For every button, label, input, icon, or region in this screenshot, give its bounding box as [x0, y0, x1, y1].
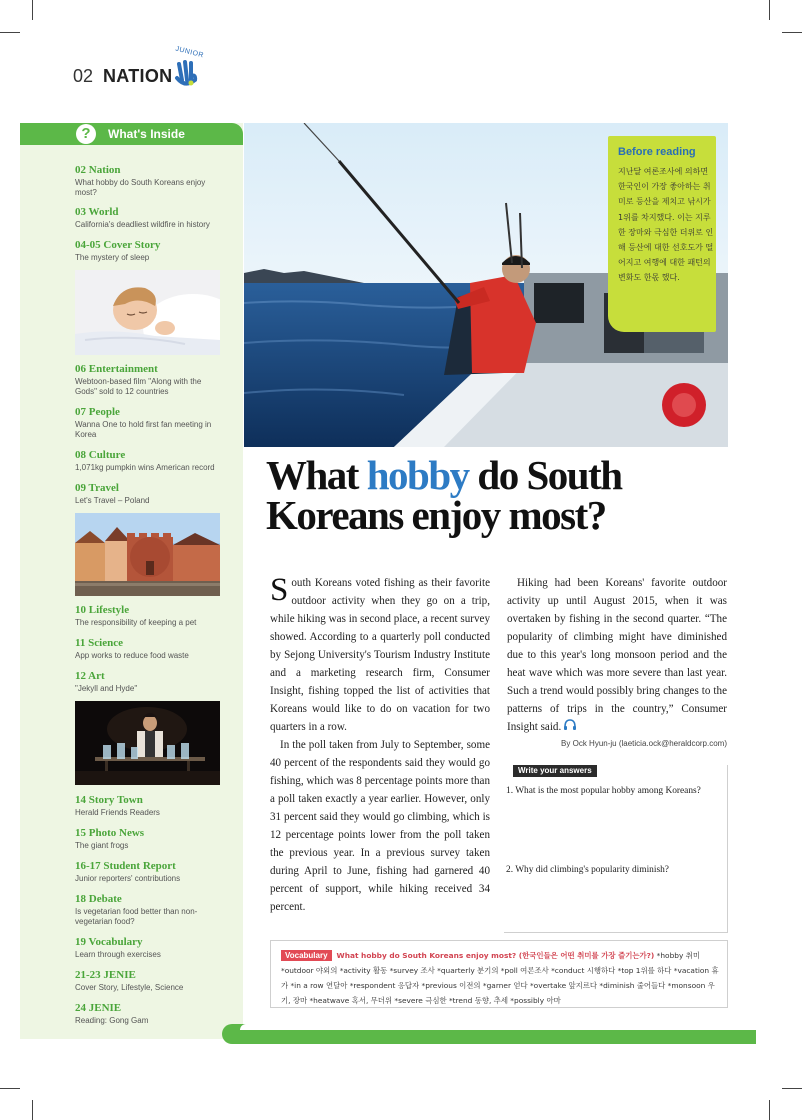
toc-desc: Herald Friends Readers	[75, 808, 160, 817]
toc-title: 10 Lifestyle	[75, 604, 130, 616]
headline-highlight: hobby	[366, 452, 469, 498]
logo-text: JUNIOR	[174, 45, 205, 60]
toc-desc: "Jekyll and Hyde"	[75, 684, 138, 693]
toc-title: 09 Travel	[75, 482, 119, 494]
before-reading-title: Before reading	[618, 146, 696, 158]
toc-item-photo-news[interactable]	[75, 827, 225, 851]
sidebar-title: What's Inside	[108, 127, 185, 141]
toc-item-story-town[interactable]	[75, 794, 225, 818]
toc-item-science[interactable]	[75, 637, 225, 661]
question-1: 1. What is the most popular hobby among Koreans?	[506, 786, 701, 796]
toc-title: 03 World	[75, 206, 119, 218]
question-2: 2. Why did climbing's popularity diminish?	[506, 865, 669, 875]
answers-tag: Write your answers	[513, 765, 597, 777]
sidebar-header	[20, 123, 243, 145]
cover-story-thumbnail	[75, 270, 220, 355]
art-thumbnail	[75, 701, 220, 785]
toc-title: 12 Art	[75, 670, 105, 682]
toc-desc: The giant frogs	[75, 841, 129, 850]
article-paragraph-2: In the poll taken from July to September, some 40 percent of the respondents said they would go fishing, which was 8 percentage points more than a poll taken exactly a year earlier. However, only 31 percent said they would go climbing, which is 12 percentage points lower from the poll taken the previous year. In a previous survey taken during April to June, fishing had garnered 40 percent of support, while hiking received 34 percent.	[270, 739, 490, 913]
toc-title: 04-05 Cover Story	[75, 239, 161, 251]
toc-desc: 1,071kg pumpkin wins American record	[75, 463, 215, 472]
toc-item-world[interactable]	[75, 206, 225, 230]
toc-title: 24 JENIE	[75, 1002, 122, 1014]
headphones-icon[interactable]	[563, 719, 577, 731]
toc-title: 02 Nation	[75, 164, 121, 176]
toc-title: 16-17 Student Report	[75, 860, 176, 872]
headline-part1: What	[266, 452, 367, 498]
toc-desc: Wanna One to hold first fan meeting in Korea	[75, 420, 212, 439]
toc-title: 08 Culture	[75, 449, 126, 461]
bottom-accent-inner	[240, 1024, 756, 1030]
toc-title: 11 Science	[75, 637, 123, 649]
toc-desc: Cover Story, Lifestyle, Science	[75, 983, 184, 992]
toc-item-nation[interactable]	[75, 164, 225, 197]
toc-item-people[interactable]	[75, 406, 225, 439]
article-headline	[266, 452, 736, 538]
toc-item-jenie-reading[interactable]	[75, 1002, 225, 1026]
toc-desc: Reading: Gong Gam	[75, 1016, 149, 1025]
article-paragraph-1: outh Koreans voted fishing as their favorite outdoor activity when they go on a trip, while hiking was in second place, a recent survey showed. According to a quarterly poll conducted by Sejong University's Tourism Industry Institute and a marketing research firm, Consumer Insight, fishing topped the list of activities that Koreans would like to do on vacation for two quarters in a row.	[270, 577, 490, 733]
toc-title: 21-23 JENIE	[75, 969, 136, 981]
before-reading-text: 지난달 여론조사에 의하면 한국인이 가장 좋아하는 취미로 등산을 제치고 낚시가 1위를 차지했다. 이는 지루한 장마와 극심한 더위로 인해 등산에 대한 선호도가 떨어지고 여행에 대한 패턴의 변화도 한몫 했다.	[618, 167, 714, 283]
crop-mark	[769, 1100, 770, 1120]
question-icon: ?	[76, 124, 96, 144]
toc-item-entertainment[interactable]	[75, 363, 225, 396]
toc-desc: The mystery of sleep	[75, 253, 150, 262]
toc-desc: The responsibility of keeping a pet	[75, 618, 197, 627]
toc-title: 06 Entertainment	[75, 363, 158, 375]
vocabulary-tag: Vocabulary	[281, 950, 332, 961]
crop-mark	[782, 32, 802, 33]
article-column-2	[507, 574, 727, 736]
stage-performer-image	[75, 701, 220, 785]
toc-desc: Learn through exercises	[75, 950, 161, 959]
crop-mark	[769, 0, 770, 20]
toc-item-art[interactable]	[75, 670, 225, 694]
toc-item-cover-story[interactable]	[75, 239, 225, 263]
crop-mark	[32, 1100, 33, 1120]
toc-desc: Let's Travel – Poland	[75, 496, 150, 505]
vocabulary-text: *hobby 취미 *outdoor 야외의 *activity 활동 *survey 조사 *quarterly 분기의 *poll 여론조사 *conduct 시행하다 *top 1위를 하다 *vacation 휴가 *in a row 연달아 *respondent 응답자 *previous 이전의 *garner 얻다 *overtake 앞지르다 *diminish 줄어들다 *monsoon 우기, 장마 *heatwave 혹서, 무더위 *severe 극심한 *trend 동향, 추세 *possibly 아마	[281, 951, 719, 1005]
toc-desc: Webtoon-based film "Along with the Gods" sold to 12 countries	[75, 377, 202, 396]
article-paragraph-3: Hiking had been Koreans' favorite outdoor activity up until August 2015, when it was overtaken by fishing in the second quarter. “The popularity of climbing might have diminished due to this year's long monsoon period and the heat wave which was more severe than last year. Such a trend would possibly bring changes to the patterns of trips in the country,” Consumer Insight said.	[507, 577, 727, 733]
headline-part2: do South Koreans enjoy most?	[266, 452, 622, 538]
toc-item-debate[interactable]	[75, 893, 225, 926]
toc-item-jenie-cover[interactable]	[75, 969, 225, 993]
toc-item-student-report[interactable]	[75, 860, 225, 884]
toc-title: 07 People	[75, 406, 120, 418]
toc-item-culture[interactable]	[75, 449, 225, 473]
section-title: NATION	[103, 66, 173, 86]
castle-image	[75, 513, 220, 596]
crop-mark	[782, 1088, 802, 1089]
toc-item-lifestyle[interactable]	[75, 604, 225, 628]
toc-title: 15 Photo News	[75, 827, 145, 839]
toc-item-vocabulary[interactable]	[75, 936, 225, 960]
toc-title: 19 Vocabulary	[75, 936, 143, 948]
sleeping-child-image	[75, 270, 220, 355]
answers-box	[504, 765, 728, 933]
toc-desc: California's deadliest wildfire in history	[75, 220, 210, 229]
travel-thumbnail	[75, 513, 220, 596]
toc-desc: Junior reporters' contributions	[75, 874, 181, 883]
article-column-1	[270, 574, 490, 916]
crop-mark	[0, 32, 20, 33]
toc-title: 14 Story Town	[75, 794, 143, 806]
vocabulary-heading: What hobby do South Koreans enjoy most? (한국인들은 어떤 취미를 가장 즐기는가?)	[336, 951, 655, 960]
toc-desc: App works to reduce food waste	[75, 651, 189, 660]
toc-desc: What hobby do South Koreans enjoy most?	[75, 178, 206, 197]
toc-item-travel[interactable]	[75, 482, 225, 506]
toc-title: 18 Debate	[75, 893, 122, 905]
toc-desc: Is vegetarian food better than non-vegetarian food?	[75, 907, 198, 926]
junior-logo	[172, 45, 206, 90]
vocabulary-box	[270, 940, 728, 1008]
page-number: 02	[73, 66, 94, 86]
crop-mark	[0, 1088, 20, 1089]
drop-cap: S	[270, 572, 289, 608]
before-reading-box	[608, 136, 716, 332]
article-byline: By Ock Hyun-ju (laeticia.ock@heraldcorp.com)	[561, 739, 727, 748]
crop-mark	[32, 0, 33, 20]
